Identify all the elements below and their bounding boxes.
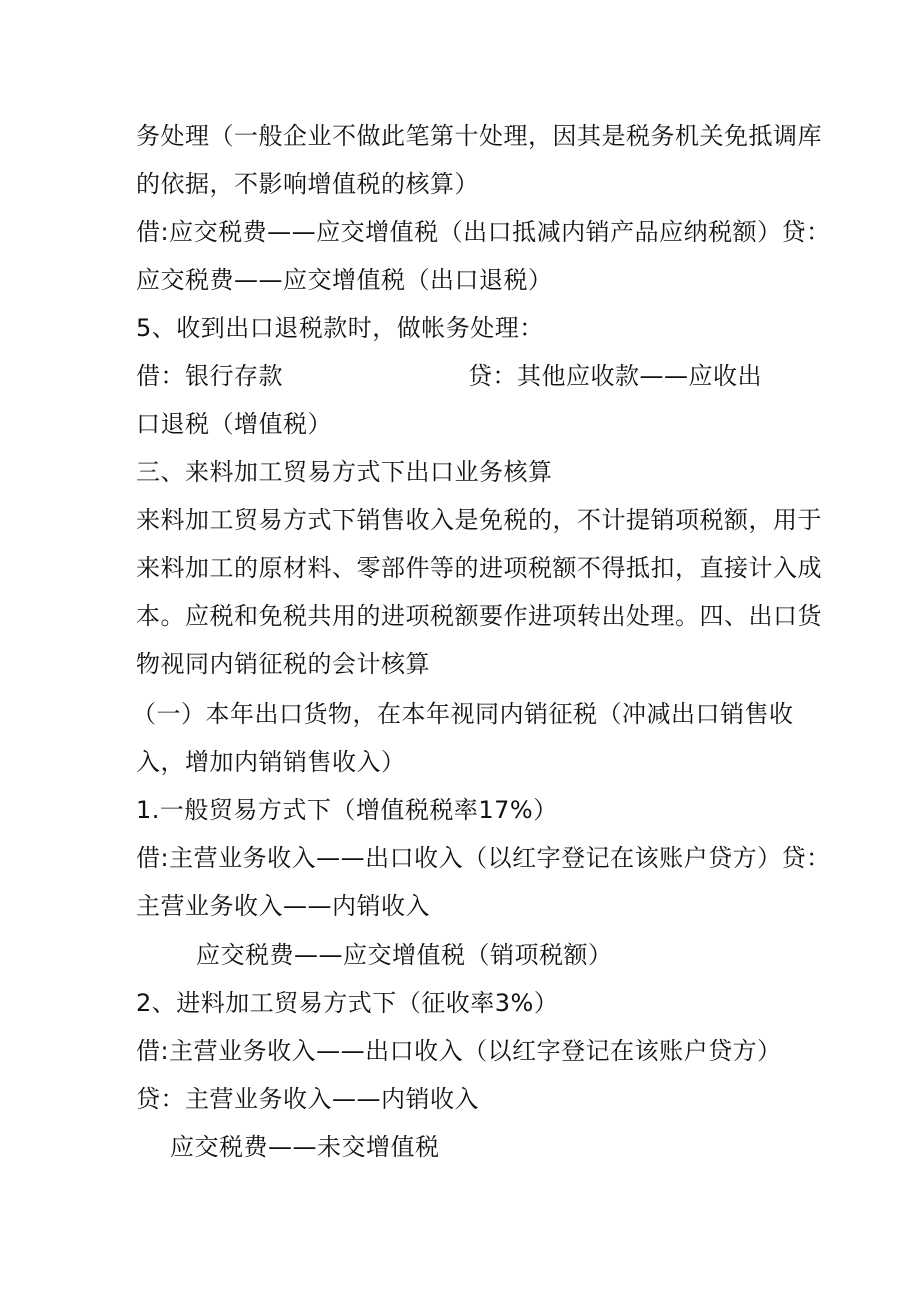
text-line: 主营业务收入——内销收入 [136, 892, 430, 920]
text-line: 贷：其他应收款——应收出 [468, 362, 762, 390]
text-line: 本。应税和免税共用的进项税额要作进项转出处理。四、出口货 [136, 602, 822, 630]
text-line: 5、收到出口退税款时，做帐务处理： [136, 314, 544, 342]
text-line: 务处理（一般企业不做此笔第十处理，因其是税务机关免抵调库 [136, 122, 822, 150]
text-line: 1.一般贸易方式下（增值税税率17%） [136, 796, 558, 824]
text-line: 借:主营业务收入——出口收入（以红字登记在该账户贷方） [136, 1037, 782, 1065]
text-line: （一）本年出口货物，在本年视同内销征税（冲减出口销售收 [132, 700, 794, 728]
section-heading: 三、来料加工贸易方式下出口业务核算 [136, 458, 553, 486]
text-line: 2、进料加工贸易方式下（征收率3%） [136, 989, 559, 1017]
text-line: 物视同内销征税的会计核算 [136, 650, 430, 678]
text-line: 借:应交税费——应交增值税（出口抵减内销产品应纳税额）贷： [136, 218, 831, 246]
text-line: 应交税费——应交增值税（出口退税） [136, 266, 553, 294]
text-line: 来料加工的原材料、零部件等的进项税额不得抵扣，直接计入成 [136, 554, 822, 582]
text-line: 应交税费——应交增值税（销项税额） [196, 941, 613, 969]
text-line: 入，增加内销销售收入） [136, 748, 406, 776]
text-line: 应交税费——未交增值税 [170, 1133, 440, 1161]
text-line: 口退税（增值税） [136, 410, 332, 438]
text-line: 借:主营业务收入——出口收入（以红字登记在该账户贷方）贷： [136, 844, 831, 872]
text-line: 来料加工贸易方式下销售收入是免税的，不计提销项税额，用于 [136, 506, 822, 534]
text-line: 贷：主营业务收入——内销收入 [136, 1085, 479, 1113]
text-line: 借：银行存款 [136, 362, 283, 390]
text-line: 的依据，不影响增值税的核算） [136, 170, 479, 198]
